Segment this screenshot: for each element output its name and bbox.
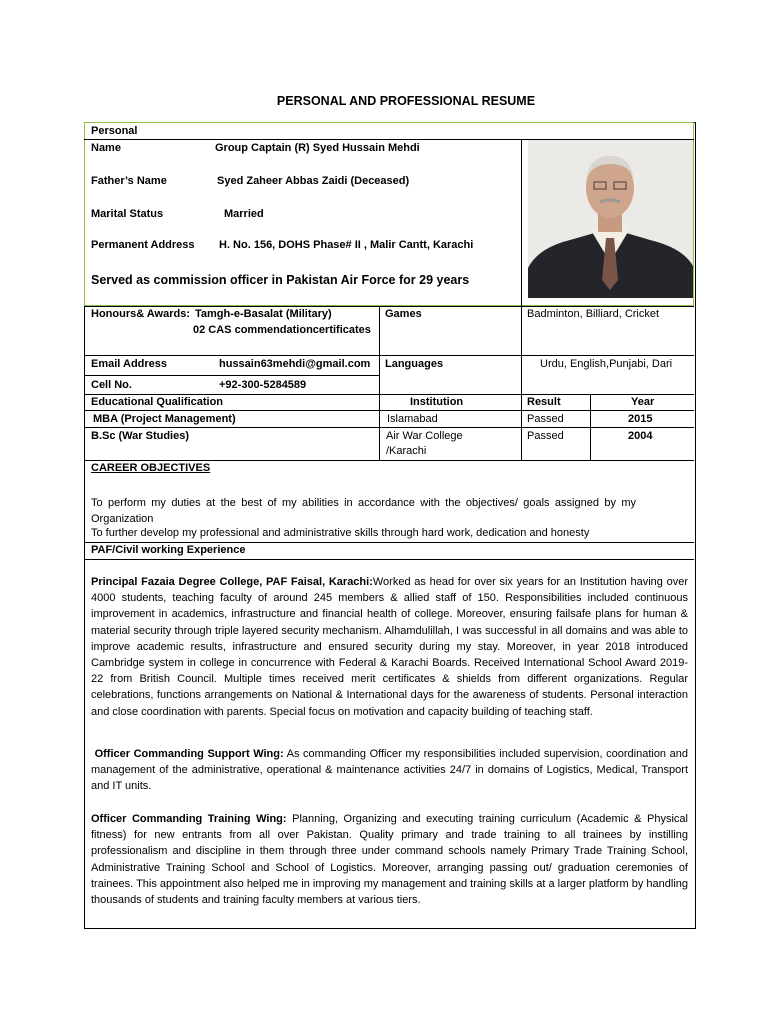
education-header-qualification: Educational Qualification: [91, 396, 224, 408]
email-value: hussain63mehdi@gmail.com: [219, 358, 371, 370]
divider: [84, 559, 694, 560]
education-year: 2015: [628, 413, 653, 425]
experience-item-title: Officer Commanding Training Wing:: [91, 813, 287, 825]
column-divider: [521, 306, 522, 460]
experience-item-text: Planning, Organizing and executing training curriculum (Academic & Physical fitness) for new entrants from all over Pakistan. Quality primary and trade training to all trainees by instilling professionalism and discipline in them through three under command schools namely Primary Trade Training School, Administrative Training School and School of Logistics. Moreover, arranging passing out/ graduation ceremonies of trainees. This appointment also helped me in improving my management and training skills at a larger platform by handling thousands of students and training faculty members at various tiers.: [91, 813, 688, 907]
education-header-institution: Institution: [410, 396, 464, 408]
education-qualification: B.Sc (War Studies): [91, 430, 189, 442]
service-statement: Served as commission officer in Pakistan Air Force for 29 years: [91, 273, 470, 287]
experience-item-text: As commanding Officer my responsibilities included supervision, coordination and management of the administrative, operational & maintenance activities 24/7 in domains of Logistics, Medical, Transport and IT units.: [91, 748, 688, 793]
divider: [84, 460, 694, 461]
permanent-address-label: Permanent Address: [91, 239, 195, 251]
father-name-label: Father’s Name: [91, 175, 167, 187]
education-result: Passed: [527, 430, 564, 442]
portrait-photo: [528, 140, 693, 298]
games-value: Badminton, Billiard, Cricket: [527, 308, 660, 320]
honours-label: Honours& Awards:: [91, 308, 191, 320]
honours-line-2: 02 CAS commendationcertificates: [193, 324, 371, 336]
education-qualification: MBA (Project Management): [93, 413, 236, 425]
education-institution: Islamabad: [387, 413, 438, 425]
education-institution-line-2: /Karachi: [386, 445, 427, 457]
experience-item-principal: [91, 574, 688, 720]
personal-section-label: Personal: [91, 125, 138, 137]
father-name-value: Syed Zaheer Abbas Zaidi (Deceased): [217, 175, 410, 187]
languages-value: Urdu, English,Punjabi, Dari: [540, 358, 673, 370]
education-header-result: Result: [527, 396, 561, 408]
education-header-year: Year: [631, 396, 655, 408]
experience-item-support-wing: [91, 746, 688, 795]
divider: [84, 355, 694, 356]
experience-item-title: Principal Fazaia Degree College, PAF Faisal, Karachi:: [91, 576, 373, 588]
divider: [84, 375, 380, 376]
experience-item-text: Worked as head for over six years for an Institution having over 4000 students, teaching faculty of around 245 members & allied staff of 150. Responsibilities included continuous improvement in academics, infrastructure and financial health of college. Moreover, ensuring failsafe plans for human & material security through triple layered security mechanism. Alhamdulillah, I was successful in all domains and was able to improve academic results, infrastructure and ensured security during my stay. Moreover, in year 2018 introduced Cambridge system in college in concurrence with Federal & Karachi Boards. Received International School Award 2019-22 from British Council. Multiple times received merit certificates & shields from different organizations. Regular celebrations, functions arrangements on National & International days for the awareness of students. Personal interaction and close coordination with parents. Special focus on motivation and capacity building of teaching staff.: [91, 576, 689, 718]
languages-label: Languages: [385, 358, 444, 370]
permanent-address-value: H. No. 156, DOHS Phase# II , Malir Cantt, Karachi: [219, 239, 474, 251]
career-objectives-heading: CAREER OBJECTIVES: [91, 462, 211, 474]
email-label: Email Address: [91, 358, 168, 370]
divider: [84, 427, 694, 428]
cell-label: Cell No.: [91, 379, 132, 391]
column-divider: [379, 306, 380, 460]
experience-item-training-wing: [91, 811, 688, 908]
portrait-photo-icon: [528, 140, 693, 298]
career-objective-2: To further develop my professional and administrative skills through hard work, dedication and honesty: [91, 527, 590, 539]
divider: [84, 306, 694, 307]
page-title: PERSONAL AND PROFESSIONAL RESUME: [276, 94, 536, 108]
games-label: Games: [385, 308, 422, 320]
career-objective-1: To perform my duties at the best of my abilities in accordance with the objectives/ goals assigned by my Organization: [91, 497, 636, 526]
divider: [84, 394, 694, 395]
divider: [84, 542, 694, 543]
honours-line-1: Tamgh-e-Basalat (Military): [195, 308, 332, 320]
education-result: Passed: [527, 413, 564, 425]
marital-status-label: Marital Status: [91, 208, 164, 220]
experience-item-title: Officer Commanding Support Wing:: [94, 748, 284, 760]
photo-divider: [521, 139, 522, 306]
marital-status-value: Married: [224, 208, 264, 220]
name-label: Name: [91, 142, 121, 154]
education-year: 2004: [628, 430, 653, 442]
experience-heading: PAF/Civil working Experience: [91, 544, 246, 556]
cell-value: +92-300-5284589: [219, 379, 307, 391]
education-institution: Air War College: [386, 430, 463, 442]
name-value: Group Captain (R) Syed Hussain Mehdi: [215, 142, 420, 154]
divider: [84, 410, 694, 411]
